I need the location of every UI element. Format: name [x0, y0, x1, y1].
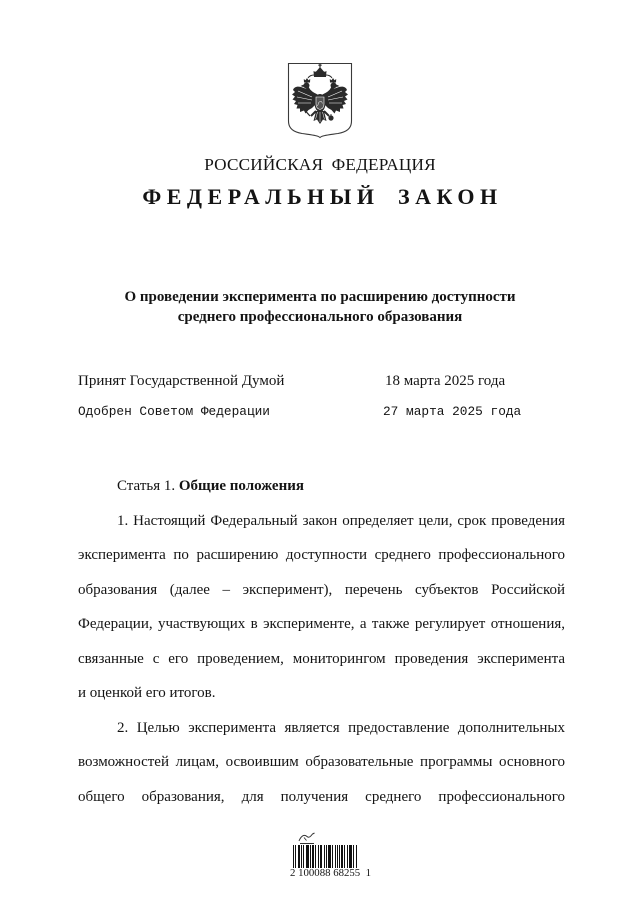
law-title-line: среднего профессионального образования: [177, 309, 463, 325]
barcode-bar: [349, 845, 352, 868]
text-line: 2. Целью эксперимента является предоставление дополнительных: [117, 719, 565, 736]
text-line: возможностей лицам, освоившим образовательные программы основного: [78, 754, 565, 770]
article-heading: [117, 476, 304, 496]
text-line: образования (далее – эксперимент), перечень субъектов Российской: [78, 581, 565, 598]
barcode-bar: [306, 845, 309, 868]
stamp-logo-icon: [296, 831, 318, 845]
paragraph-1: [78, 504, 565, 711]
barcode-bar: [353, 845, 354, 868]
barcode-bar: [298, 845, 300, 868]
article-body: [78, 504, 565, 815]
barcode-bar: [315, 845, 316, 868]
text-line: эксперимента по расширению доступности среднего профессионального: [78, 547, 565, 563]
russian-coat-of-arms-icon: [286, 61, 354, 139]
barcode-bar: [328, 845, 331, 868]
barcode-bar: [347, 845, 348, 868]
barcode-bar: [324, 845, 325, 868]
text-line: связанные с его проведением, мониторингом проведения эксперимента: [78, 650, 565, 667]
barcode-bar: [295, 845, 296, 868]
barcode-bar: [344, 845, 345, 868]
text-line: 1. Настоящий Федеральный закон определяет цели, срок проведения: [117, 512, 565, 529]
text-line: общего образования, для получения среднего профессионального: [78, 788, 565, 805]
barcode-bar: [326, 845, 327, 868]
barcode-bar: [303, 845, 304, 868]
council-date: 27 марта 2025 года: [383, 404, 522, 419]
barcode-bar: [318, 845, 319, 868]
text-line: Федерации, участвующих в эксперименте, а также регулирует отношения,: [78, 616, 565, 632]
document-type: ФЕДЕРАЛЬНЫЙ ЗАКОН: [142, 184, 503, 209]
barcode-bar: [341, 845, 343, 868]
barcode-icon: [293, 845, 357, 868]
barcode-bar: [293, 845, 294, 868]
barcode-bar: [337, 845, 338, 868]
barcode-bar: [320, 845, 322, 868]
barcode-bar: [312, 845, 314, 868]
law-title: [0, 287, 640, 327]
paragraph-2: [78, 711, 565, 815]
council-label: Одобрен Советом Федерации: [78, 404, 270, 419]
adoption-council-row: [78, 402, 565, 422]
barcode-bar: [332, 845, 333, 868]
barcode-bar: [356, 845, 357, 868]
barcode-bar: [310, 845, 311, 868]
law-title-line: О проведении эксперимента по расширению доступности: [124, 289, 516, 305]
article-number: Статья 1.: [117, 478, 176, 494]
adoption-duma-row: [78, 371, 565, 391]
text-line: и оценкой его итогов.: [78, 685, 216, 701]
duma-label: Принят Государственной Думой: [78, 373, 285, 389]
article-title: Общие положения: [178, 478, 304, 494]
duma-date: 18 марта 2025 года: [385, 373, 506, 389]
barcode-bar: [301, 845, 302, 868]
barcode-bar: [335, 845, 336, 868]
country-name: РОССИЙСКАЯ ФЕДЕРАЦИЯ: [204, 155, 436, 174]
barcode-number: 2 100088 68255 1: [290, 867, 371, 879]
barcode-bar: [339, 845, 340, 868]
double-headed-eagle: [292, 64, 348, 124]
